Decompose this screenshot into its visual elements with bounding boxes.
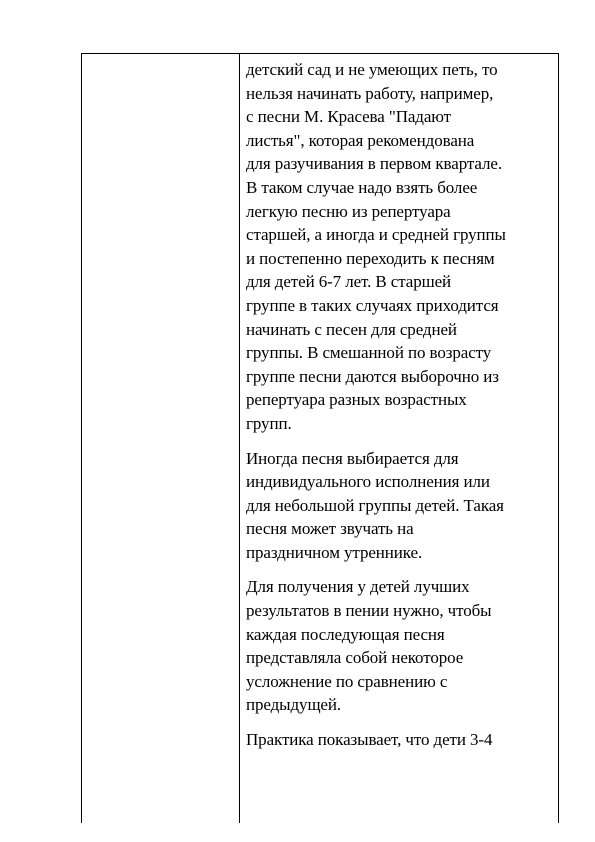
content-table bbox=[81, 53, 559, 842]
table-right-cell bbox=[246, 58, 556, 763]
table-right-border bbox=[558, 53, 559, 823]
paragraph-continued-text: детский сад и не умеющих петь, то нельзя начинать работу, например, с песни М. Красева "Падают листья", которая рекомендована для разучивания в первом квартале. В таком случае надо взять более легкую песню из репертуара старшей, а иногда и средней группы и постепенно переходить к песням для детей 6-7 лет. В старшей группе в таких случаях приходится начинать с песен для средней группы. В смешанной по возрасту группе песни даются выборочно из репертуара разных возрастных групп. bbox=[246, 60, 506, 433]
paragraph-individual-song: Иногда песня выбирается для индивидуального исполнения или для небольшой группы детей. Такая песня может звучать на праздничном утреннике. bbox=[246, 448, 504, 562]
paragraph-practice-shows: Практика показывает, что дети 3-4 bbox=[246, 730, 493, 750]
table-column-divider bbox=[239, 53, 240, 823]
paragraph-better-results: Для получения у детей лучших результатов в пении нужно, чтобы каждая последующая песня представляла собой некоторое усложнение по сравнению с предыдущей. bbox=[246, 577, 492, 715]
table-left-cell bbox=[82, 54, 239, 822]
